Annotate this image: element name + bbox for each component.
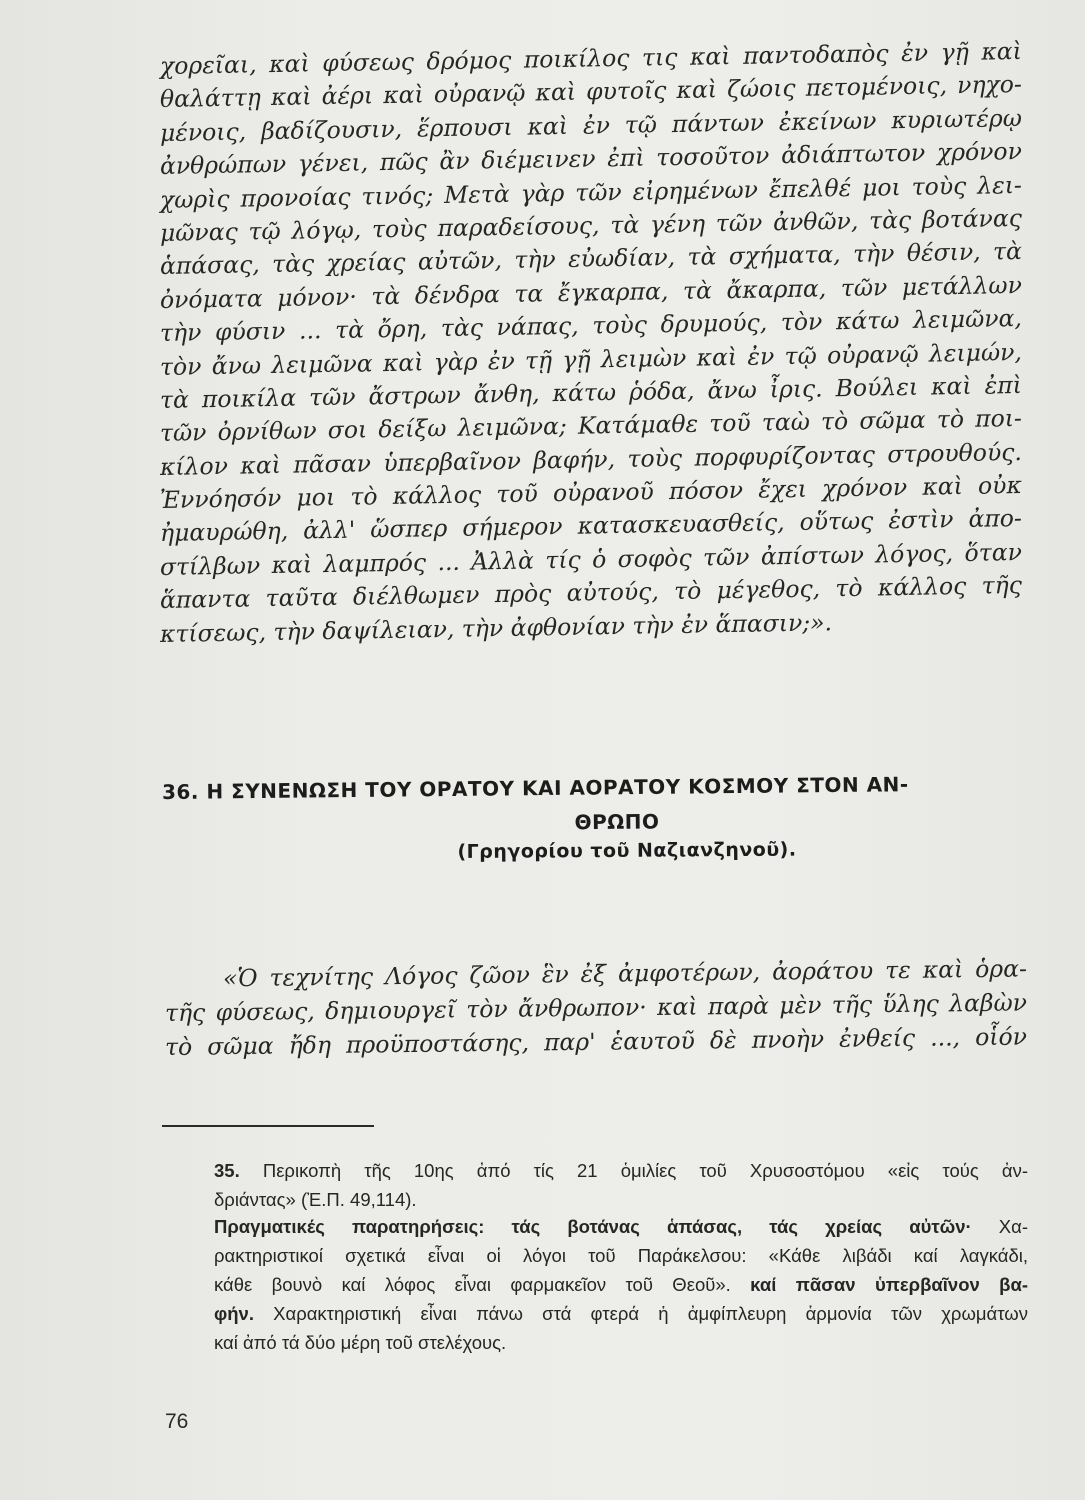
notes-text: Χαρακτηριστική εἶναι πάνω στά φτερά ἡ ἀμφίπλευρη ἁρμονία τῶν χρωμάτων [273, 1303, 1028, 1324]
text-line: χωρὶς προνοίας τινός; Μετὰ γὰρ τῶν εἰρημένων ἔπελθέ μοι τοὺς λει- [159, 170, 1023, 214]
quote-line: τῆς φύσεως, δημιουργεῖ τὸν ἄνθρωπον· καὶ παρὰ μὲν τῆς ὕλης λαβὼν [164, 988, 1028, 1027]
text-line: τὴν φύσιν ... τὰ ὄρη, τὰς νάπας, τοὺς δρυμούς, τὸν κάτω λειμῶνα, [159, 304, 1023, 348]
notes-line [214, 1212, 1028, 1241]
quote-line: τὸ σῶμα ἤδη προϋποστάσης, παρ' ἑαυτοῦ δὲ πνοὴν ἐνθείς ..., οἷόν [164, 1022, 1028, 1061]
text-line: ἅπαντα ταῦτα διέλθωμεν πρὸς αὐτούς, τὸ μέγεθος, τὸ κάλλος τῆς [159, 571, 1023, 615]
text-line: τὸν ἄνω λειμῶνα καὶ γὰρ ἐν τῇ γῇ λειμὼν καὶ ἐν τῷ οὐρανῷ λειμών, [159, 337, 1023, 381]
text-line: κίλον καὶ πᾶσαν ὑπερβαῖνον βαφήν, τοὺς πορφυρίζοντας στρουθούς. [159, 437, 1023, 481]
section-author: (Γρηγορίου τοῦ Ναζιανζηνοῦ). [457, 838, 797, 863]
notes-line [214, 1270, 1028, 1299]
text-line: ἁπάσας, τὰς χρείας αὐτῶν, τὴν εὐωδίαν, τὰ σχήματα, τὴν θέσιν, τὰ [159, 237, 1023, 281]
text-line: τὰ ποικίλα τῶν ἄστρων ἄνθη, κάτω ῥόδα, ἄνω ἶρις. Βούλει καὶ ἐπὶ [159, 370, 1023, 414]
notes-text: κάθε βουνὸ καί λόφος εἶναι φαρμακεῖον τοῦ Θεοῦ». [214, 1274, 731, 1295]
main-text-block [159, 36, 1023, 651]
footnote-line [214, 1156, 1028, 1185]
text-line: τῶν ὀρνίθων σοι δείξω λειμῶνα; Κατάμαθε τοῦ ταὼ τὸ σῶμα τὸ ποι- [159, 404, 1023, 448]
text-line: Ἐννόησόν μοι τὸ κάλλος τοῦ οὐρανοῦ πόσον ἔχει χρόνον καὶ οὐκ [159, 471, 1023, 515]
notes-line: ρακτηριστικοί σχετικά εἶναι οἱ λόγοι τοῦ Παράκελσου: «Κάθε λιβάδι καί λαγκάδι, [214, 1245, 1028, 1266]
notes-block [214, 1212, 1028, 1357]
quote-line: «Ὁ τεχνίτης Λόγος ζῶον ἓν ἐξ ἀμφοτέρων, ἀοράτου τε καὶ ὁρα- [222, 954, 1028, 993]
text-line: κτίσεως, τὴν δαψίλειαν, τὴν ἀφθονίαν τὴν ἐν ἅπασιν;». [159, 607, 833, 648]
text-line: θαλάττῃ καὶ ἀέρι καὶ οὐρανῷ καὶ φυτοῖς καὶ ζώοις πετομένοις, νηχο- [159, 70, 1023, 114]
text-line: ἠμαυρώθη, ἀλλ' ὥσπερ σήμερον κατασκευασθείς, οὕτως ἐστὶν ἀπο- [159, 504, 1023, 548]
footnote-divider [162, 1125, 374, 1127]
footnote [214, 1156, 1028, 1214]
footnote-number: 35. [214, 1160, 240, 1181]
page-number: 76 [165, 1410, 189, 1433]
section-heading [161, 772, 1032, 863]
section-title: 36. Η ΣΥΝΕΝΩΣΗ ΤΟΥ ΟΡΑΤΟΥ ΚΑΙ ΑΟΡΑΤΟΥ ΚΟΣΜΟΥ ΣΤΟΝ ΑΝ- [161, 772, 909, 804]
text-line: μῶνας τῷ λόγῳ, τοὺς παραδείσους, τὰ γένη τῶν ἀνθῶν, τὰς βοτάνας [159, 203, 1023, 247]
notes-line [214, 1299, 1028, 1328]
notes-bold-phrase: φήν. [214, 1303, 254, 1324]
footnote-line: δριάντας» (Ἐ.Π. 49,114). [214, 1189, 417, 1210]
text-line: στίλβων καὶ λαμπρός ... Ἀλλὰ τίς ὁ σοφὸς τῶν ἀπίστων λόγος, ὅταν [159, 537, 1023, 581]
notes-bold-phrase: καί πᾶσαν ὑπερβαῖνον βα- [750, 1274, 1028, 1295]
quote-block [164, 954, 1028, 1064]
section-title-continuation: ΘΡΩΠΟ [574, 809, 660, 835]
text-line: ὀνόματα μόνον· τὰ δένδρα τα ἔγκαρπα, τὰ ἄκαρπα, τῶν μετάλλων [159, 270, 1023, 314]
text-line: ἀνθρώπων γένει, πῶς ἂν διέμεινεν ἐπὶ τοσοῦτον ἀδιάπτωτον χρόνον [159, 137, 1023, 181]
footnote-text: Περικοπὴ τῆς 10ης ἀπό τίς 21 ὁμιλίες τοῦ Χρυσοστόμου «εἰς τούς ἀν- [262, 1160, 1029, 1181]
text-line: μένοις, βαδίζουσιν, ἕρπουσι καὶ ἐν τῷ πάντων ἐκείνων κυριωτέρῳ [159, 103, 1023, 147]
notes-line: καί ἀπό τά δύο μέρη τοῦ στελέχους. [214, 1332, 507, 1353]
notes-text: Χα- [998, 1216, 1028, 1237]
text-line: χορεῖαι, καὶ φύσεως δρόμος ποικίλος τις καὶ παντοδαπὸς ἐν γῇ καὶ [159, 36, 1023, 80]
notes-bold-phrase: Πραγματικές παρατηρήσεις: τάς βοτάνας ἁπάσας, τάς χρείας αὐτῶν· [214, 1216, 972, 1237]
